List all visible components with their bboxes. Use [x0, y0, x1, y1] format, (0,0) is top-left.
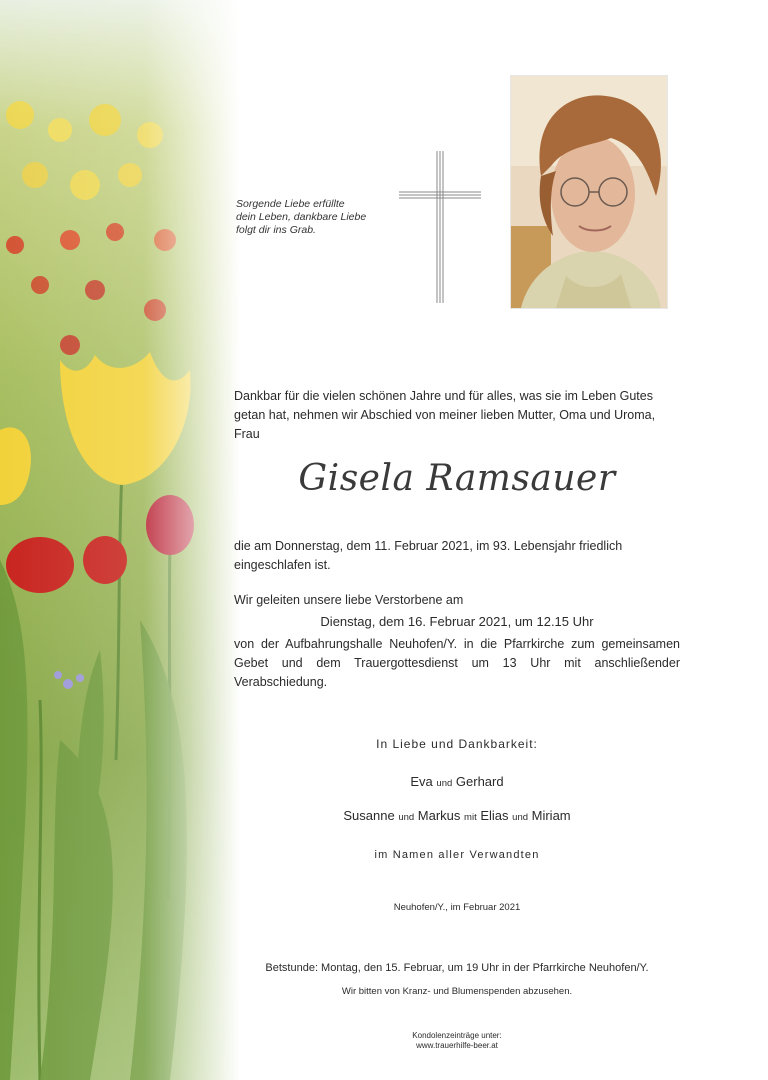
- memorial-quote: [236, 198, 406, 237]
- conjunction: mit: [464, 812, 477, 823]
- family-name: Markus: [417, 808, 461, 823]
- family-name: Susanne: [343, 808, 395, 823]
- conjunction: und: [398, 812, 415, 823]
- escort-text: Wir geleiten unsere liebe Verstorbene am: [234, 593, 464, 607]
- intro-text: Dankbar für die vielen schönen Jahre und für alles, was sie im Leben Gutes getan hat, nehmen wir Abschied von meiner lieben Mutter, Oma und Uroma, Frau: [234, 389, 656, 441]
- love-line: In Liebe und Dankbarkeit:: [376, 737, 538, 751]
- tulip-flowers-image: [0, 0, 240, 1080]
- conjunction: und: [512, 812, 529, 823]
- condolence-url[interactable]: www.trauerhilfe-beer.at: [416, 1041, 498, 1050]
- deceased-name: Gisela Ramsauer: [298, 458, 616, 499]
- condolence-label: Kondolenzeinträge unter:: [412, 1031, 502, 1040]
- relatives-line: im Namen aller Verwandten: [374, 849, 540, 861]
- place-date: Neuhofen/Y., im Februar 2021: [393, 902, 521, 913]
- funeral-date: Dienstag, dem 16. Februar 2021, um 12.15 Uhr: [320, 614, 594, 629]
- condolence-info: [234, 1031, 680, 1051]
- family-line-2: [234, 808, 680, 823]
- quote-line: folgt dir ins Grab.: [236, 224, 316, 236]
- family-name: Gerhard: [455, 774, 504, 789]
- family-name: Elias: [480, 808, 509, 823]
- conjunction: und: [436, 778, 453, 789]
- wreath-note: Wir bitten von Kranz- und Blumenspenden abzusehen.: [341, 986, 573, 997]
- portrait-photo: [510, 75, 668, 309]
- family-line-1: [234, 774, 680, 789]
- family-name: Eva: [410, 774, 433, 789]
- route-text: von der Aufbahrungshalle Neuhofen/Y. in die Pfarrkirche zum gemeinsamen Gebet und dem Trauergottesdienst um 13 Uhr mit anschließender Verabschiedung.: [234, 637, 680, 689]
- prayer-hour: Betstunde: Montag, den 15. Februar, um 19 Uhr in der Pfarrkirche Neuhofen/Y.: [265, 962, 649, 974]
- family-name: Miriam: [531, 808, 571, 823]
- quote-line: dein Leben, dankbare Liebe: [236, 211, 367, 223]
- passing-text: die am Donnerstag, dem 11. Februar 2021, im 93. Lebensjahr friedlich eingeschlafen ist.: [234, 539, 623, 572]
- cross-icon: [395, 148, 485, 306]
- quote-line: Sorgende Liebe erfüllte: [236, 198, 345, 210]
